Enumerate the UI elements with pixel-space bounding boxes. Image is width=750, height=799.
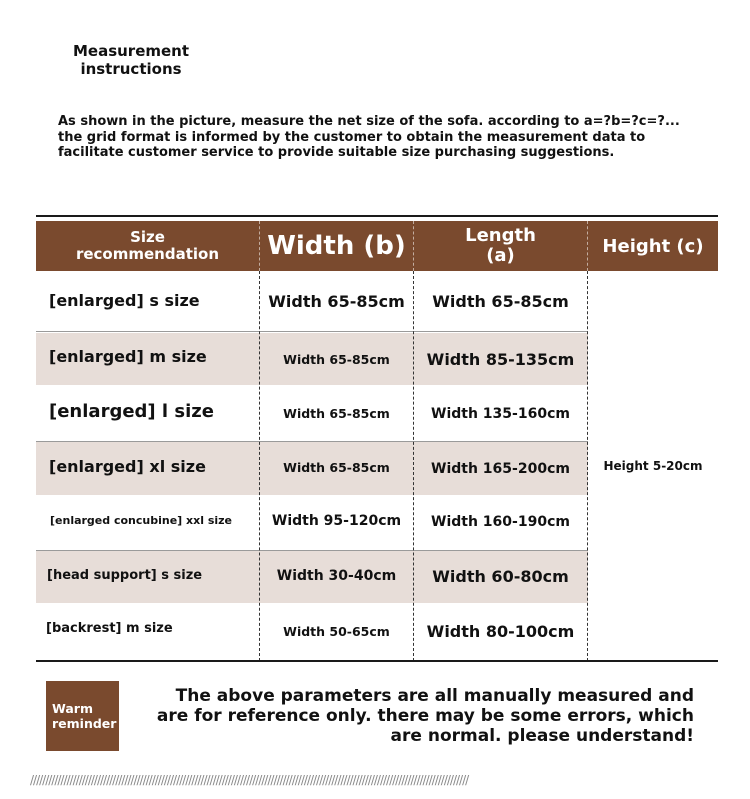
width-cell: Width 65-85cm	[283, 351, 390, 367]
table-header	[36, 221, 718, 271]
size-cell: [head support] s size	[47, 567, 203, 583]
width-cell: Width 65-85cm	[283, 406, 390, 421]
header-height: Height (c)	[602, 235, 704, 257]
length-cell: Width 165-200cm	[431, 460, 570, 477]
header-width: Width (b)	[267, 231, 406, 261]
size-cell: [enlarged] m size	[49, 346, 207, 366]
header-size: Size recommendation	[75, 228, 220, 263]
column-divider	[413, 271, 414, 661]
warm-reminder-badge: Warm reminder	[46, 681, 119, 751]
size-cell: [enlarged] s size	[49, 291, 200, 310]
length-cell: Width 65-85cm	[432, 291, 569, 311]
width-cell: Width 65-85cm	[268, 291, 405, 311]
length-cell: Width 60-80cm	[432, 566, 569, 586]
width-cell: Width 30-40cm	[276, 568, 397, 584]
size-cell: [enlarged concubine] xxl size	[50, 513, 232, 527]
length-cell: Width 85-135cm	[426, 349, 575, 369]
size-cell: [enlarged] l size	[49, 400, 214, 422]
size-cell: [enlarged] xl size	[49, 456, 206, 476]
length-cell: Width 135-160cm	[431, 405, 570, 422]
header-length: Length (a)	[465, 225, 536, 266]
table-top-rule	[36, 215, 718, 217]
reminder-text: The above parameters are all manually measured and are for reference only. there may be some errors, which are normal. please understand!	[156, 686, 694, 746]
intro-text: As shown in the picture, measure the net size of the sofa. according to a=?b=?c=?... the grid format is informed by the customer to obtain the measurement data to facilitate customer service to provide suitable size purchasing suggestions.	[58, 114, 680, 160]
width-cell: Width 95-120cm	[271, 513, 402, 529]
page-title: Measurement instructions	[72, 42, 190, 78]
height-cell: Height 5-20cm	[588, 271, 718, 661]
size-cell: [backrest] m size	[46, 620, 173, 636]
length-cell: Width 160-190cm	[431, 514, 570, 530]
column-divider	[259, 271, 260, 661]
decorative-divider: ////////////////////////////////////////////////////////////////////////////////////////////////////////////////////////////////////////////////	[30, 773, 469, 787]
table-bottom-rule	[36, 660, 718, 662]
length-cell: Width 80-100cm	[426, 621, 575, 641]
width-cell: Width 65-85cm	[283, 460, 390, 475]
width-cell: Width 50-65cm	[283, 623, 390, 639]
